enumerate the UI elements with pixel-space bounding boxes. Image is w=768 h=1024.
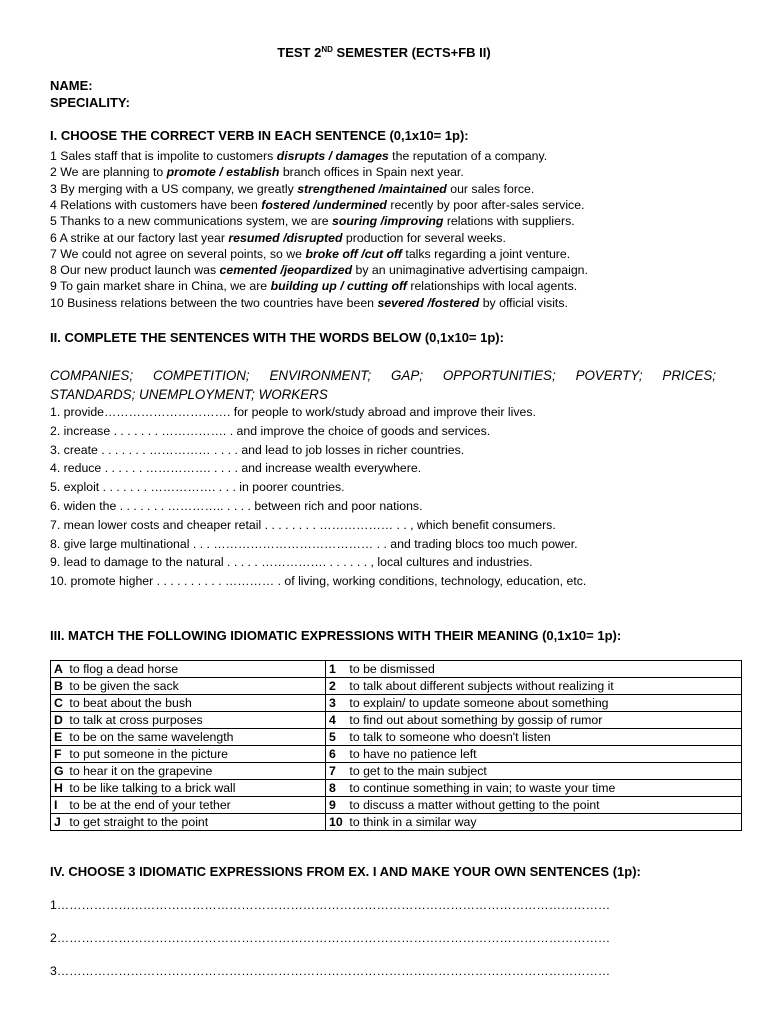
word-bank-word: GAP; xyxy=(391,368,424,383)
gap-fill-item: 2. increase . . . . . . . ……………. . and improve the choice of goods and services. xyxy=(50,423,491,438)
answer-line: 1……………………………………………………………………………………………………………………… xyxy=(50,898,611,912)
sentence-text-start: 5 Thanks to a new communications system, we are xyxy=(50,214,333,229)
idiom-text: to be at the end of your tether xyxy=(66,797,231,812)
idiom-text: to flog a dead horse xyxy=(66,661,179,676)
idiom-cell xyxy=(51,712,326,729)
meaning-text: to think in a similar way xyxy=(346,814,477,829)
table-row xyxy=(51,661,742,678)
sentence-text-end: relationships with local agents. xyxy=(406,279,578,294)
idiom-text: to be like talking to a brick wall xyxy=(66,780,236,795)
idiom-text: to beat about the bush xyxy=(66,695,192,710)
sentence-item xyxy=(50,164,464,180)
sentence-text-end: relations with suppliers. xyxy=(443,214,575,229)
word-bank-word: POVERTY; xyxy=(575,368,643,383)
name-label: NAME: xyxy=(50,78,93,93)
sentence-item xyxy=(50,197,584,213)
sentence-text-end: by official visits. xyxy=(479,295,568,310)
idiom-letter: A xyxy=(54,661,63,676)
gap-fill-item: 9. lead to damage to the natural . . . . . ……………. . . . . . . , local cultures and industries. xyxy=(50,555,533,570)
gap-fill-item: 4. reduce . . . . . . ……………. . . . . and increase wealth everywhere. xyxy=(50,461,422,476)
idiom-cell xyxy=(51,814,326,831)
verb-options: fostered /undermined xyxy=(261,197,387,212)
word-bank-word: ENVIRONMENT; xyxy=(269,368,372,383)
sentence-text-start: 9 To gain market share in China, we are xyxy=(50,279,271,294)
meaning-number: 10 xyxy=(329,814,343,829)
verb-options: building up / cutting off xyxy=(270,279,407,294)
verb-options: souring /improving xyxy=(332,214,444,229)
idiom-text: to be on the same wavelength xyxy=(66,729,234,744)
idiom-text: to talk at cross purposes xyxy=(66,712,203,727)
verb-options: promote / establish xyxy=(166,165,280,180)
meaning-cell xyxy=(326,678,742,695)
gap-fill-item: 6. widen the . . . . . . . ………….. . . . . between rich and poor nations. xyxy=(50,499,423,513)
meaning-text: to explain/ to update someone about something xyxy=(346,695,609,710)
sentence-item xyxy=(50,295,568,311)
idiom-letter: H xyxy=(54,780,63,795)
idiom-letter: C xyxy=(54,695,63,710)
gap-fill-item: 5. exploit . . . . . . . ……………. . . . in poorer countries. xyxy=(50,480,345,495)
sentence-text-start: 8 Our new product launch was xyxy=(50,263,220,278)
table-row xyxy=(51,763,742,780)
meaning-text: to talk to someone who doesn't listen xyxy=(346,729,551,744)
meaning-number: 1 xyxy=(329,661,336,676)
idiom-letter: G xyxy=(54,763,64,778)
meaning-number: 9 xyxy=(329,797,336,812)
sentence-text-start: 7 We could not agree on several points, so we xyxy=(50,246,306,261)
sentence-text-start: 4 Relations with customers have been xyxy=(50,197,262,212)
sentence-text-end: the reputation of a company. xyxy=(388,149,548,163)
meaning-cell xyxy=(326,729,742,746)
gap-fill-item: 7. mean lower costs and cheaper retail . . . . . . . . ……………… . . , which benefit consumers. xyxy=(50,517,556,532)
idiom-cell xyxy=(51,797,326,814)
word-bank-row-1 xyxy=(50,366,716,385)
idiom-letter: D xyxy=(54,712,63,727)
table-row xyxy=(51,729,742,746)
sentence-item xyxy=(50,262,588,278)
section-3-heading: III. MATCH THE FOLLOWING IDIOMATIC EXPRESSIONS WITH THEIR MEANING (0,1x10= 1p): xyxy=(50,628,622,643)
sentence-item xyxy=(50,246,570,262)
word-bank-word: OPPORTUNITIES; xyxy=(442,368,556,383)
section-2-heading: II. COMPLETE THE SENTENCES WITH THE WORDS BELOW (0,1x10= 1p): xyxy=(50,330,504,345)
meaning-text: to discuss a matter without getting to the point xyxy=(346,797,600,812)
word-bank-word: COMPANIES; xyxy=(50,368,134,383)
table-row xyxy=(51,678,742,695)
page-title: TEST 2ND SEMESTER (ECTS+FB II) xyxy=(277,45,491,60)
sentence-text-start: 10 Business relations between the two countries have been xyxy=(50,295,378,310)
meaning-cell xyxy=(326,797,742,814)
idioms-table xyxy=(50,660,742,831)
idiom-letter: E xyxy=(54,729,63,744)
meaning-text: to talk about different subjects without realizing it xyxy=(346,678,614,693)
meaning-cell xyxy=(326,814,742,831)
idiom-text: to put someone in the picture xyxy=(66,746,229,761)
gap-fill-item: 10. promote higher . . . . . . . . . . ………… . of living, working conditions, technology, education, etc. xyxy=(50,574,587,589)
idiom-letter: B xyxy=(54,678,63,693)
idiom-cell xyxy=(51,695,326,712)
sentence-text-end: branch offices in Spain next year. xyxy=(279,165,464,180)
gap-fill-item: 8. give large multinational . . . ………………………………… . . and trading blocs too much power. xyxy=(50,536,578,551)
sentence-item xyxy=(50,213,575,229)
meaning-text: to continue something in vain; to waste your time xyxy=(346,780,616,795)
sentence-item xyxy=(50,278,577,294)
word-bank-word: PRICES; xyxy=(662,368,716,383)
idiom-text: to get straight to the point xyxy=(66,814,209,829)
section-1-heading: I. CHOOSE THE CORRECT VERB IN EACH SENTENCE (0,1x10= 1p): xyxy=(50,128,469,143)
meaning-cell xyxy=(326,780,742,797)
answer-line: 3……………………………………………………………………………………………………………………… xyxy=(50,964,611,978)
meaning-number: 3 xyxy=(329,695,336,710)
sentence-text-end: recently by poor after-sales service. xyxy=(386,197,585,212)
sentence-text-end: our sales force. xyxy=(446,181,535,196)
sentence-item xyxy=(50,148,547,164)
table-row xyxy=(51,746,742,763)
idiom-letter: I xyxy=(54,797,58,812)
sentence-text-end: production for several weeks. xyxy=(342,230,506,245)
meaning-number: 4 xyxy=(329,712,336,727)
meaning-number: 7 xyxy=(329,763,336,778)
idiom-text: to hear it on the grapevine xyxy=(66,763,213,778)
meaning-cell xyxy=(326,695,742,712)
word-bank xyxy=(50,366,716,404)
speciality-label: SPECIALITY: xyxy=(50,95,130,110)
idiom-cell xyxy=(51,678,326,695)
meaning-number: 2 xyxy=(329,678,336,693)
meaning-cell xyxy=(326,746,742,763)
verb-options: cemented /jeopardized xyxy=(219,263,353,278)
meaning-text: to be dismissed xyxy=(346,661,435,676)
meaning-number: 8 xyxy=(329,780,336,795)
sentence-text-start: 6 A strike at our factory last year xyxy=(50,230,229,245)
verb-options: strengthened /maintained xyxy=(297,181,447,196)
sentence-text-end: by an unimaginative advertising campaign. xyxy=(352,263,588,278)
verb-options: resumed /disrupted xyxy=(228,230,343,245)
meaning-text: to find out about something by gossip of rumor xyxy=(346,712,603,727)
sentence-text-start: 2 We are planning to xyxy=(50,165,167,180)
table-row xyxy=(51,814,742,831)
table-row xyxy=(51,797,742,814)
verb-options: severed /fostered xyxy=(377,295,480,310)
idiom-letter: J xyxy=(54,814,61,829)
section-4-heading: IV. CHOOSE 3 IDIOMATIC EXPRESSIONS FROM EX. I AND MAKE YOUR OWN SENTENCES (1p): xyxy=(50,864,641,879)
meaning-text: to have no patience left xyxy=(346,746,477,761)
idiom-cell xyxy=(51,661,326,678)
sentence-text-start: 3 By merging with a US company, we greatly xyxy=(50,181,298,196)
word-bank-word: COMPETITION; xyxy=(152,368,250,383)
meaning-cell xyxy=(326,661,742,678)
sentence-item xyxy=(50,230,506,246)
meaning-number: 5 xyxy=(329,729,336,744)
table-row xyxy=(51,712,742,729)
meaning-text: to get to the main subject xyxy=(346,763,487,778)
gap-fill-item: 1. provide…………………………. for people to work/study abroad and improve their lives. xyxy=(50,405,536,419)
answer-line: 2……………………………………………………………………………………………………………………… xyxy=(50,931,611,945)
gap-fill-item: 3. create . . . . . . . …………… . . . . and lead to job losses in richer countries. xyxy=(50,442,465,457)
meaning-cell xyxy=(326,712,742,729)
idiom-cell xyxy=(51,746,326,763)
idiom-cell xyxy=(51,729,326,746)
meaning-cell xyxy=(326,763,742,780)
table-row xyxy=(51,780,742,797)
sentence-text-start: 1 Sales staff that is impolite to customers xyxy=(50,149,277,163)
idiom-letter: F xyxy=(54,746,62,761)
sentence-text-end: talks regarding a joint venture. xyxy=(402,246,571,261)
verb-options: broke off /cut off xyxy=(305,246,402,261)
table-row xyxy=(51,695,742,712)
idiom-text: to be given the sack xyxy=(66,678,179,693)
meaning-number: 6 xyxy=(329,746,336,761)
verb-options: disrupts / damages xyxy=(276,149,389,163)
idiom-cell xyxy=(51,763,326,780)
sentence-item xyxy=(50,181,534,197)
idiom-cell xyxy=(51,780,326,797)
word-bank-row-2: STANDARDS; UNEMPLOYMENT; WORKERS xyxy=(50,387,328,402)
